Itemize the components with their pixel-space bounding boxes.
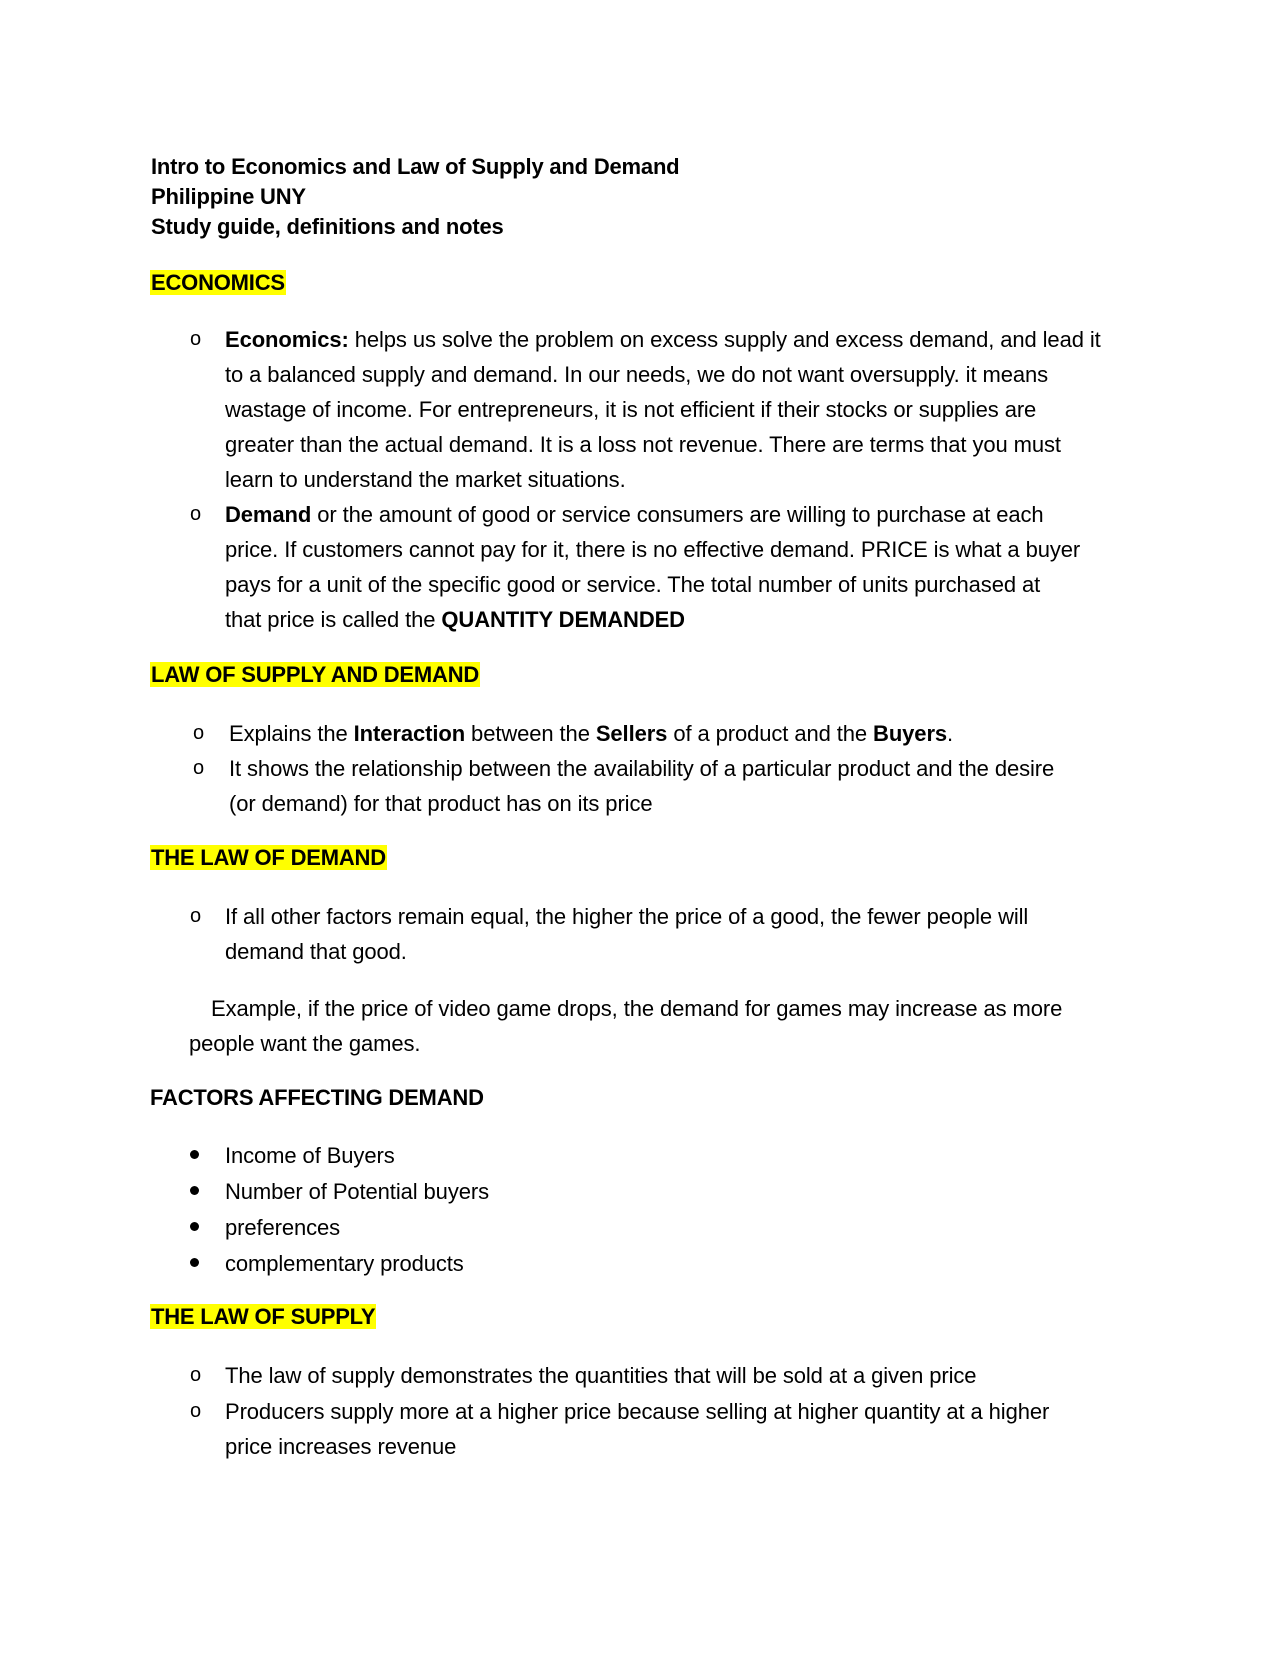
bullet-dot-icon <box>190 1258 199 1267</box>
text-line: Demand or the amount of good or service consumers are willing to purchase at each <box>225 502 1044 527</box>
example-paragraph <box>189 991 1129 1061</box>
text-line: to a balanced supply and demand. In our needs, we do not want oversupply. it means <box>225 362 1049 387</box>
text-line: price. If customers cannot pay for it, there is no effective demand. PRICE is what a buyer <box>225 537 1081 562</box>
document-title: Intro to Economics and Law of Supply and Demand <box>151 154 680 179</box>
circle-bullet-icon: o <box>190 328 202 350</box>
circle-bullet-icon: o <box>190 1364 202 1386</box>
document-subtitle: Philippine UNY <box>151 184 306 209</box>
document-caption: Study guide, definitions and notes <box>151 214 504 239</box>
circle-bullet-icon: o <box>193 757 205 779</box>
text-line: wastage of income. For entrepreneurs, it is not efficient if their stocks or supplies are <box>225 397 1037 422</box>
bullet-dot-icon <box>190 1186 199 1195</box>
text-line: price increases revenue <box>225 1434 457 1459</box>
text-line: pays for a unit of the specific good or service. The total number of units purchased at <box>225 572 1041 597</box>
text-line: It shows the relationship between the availability of a particular product and the desire <box>229 756 1055 781</box>
list-item-factor: complementary products <box>225 1251 464 1276</box>
text-line: people want the games. <box>189 1031 421 1056</box>
section-heading-law-of-supply-and-demand <box>150 660 480 690</box>
list-item-law-of-demand <box>225 899 1145 969</box>
list-item-relationship <box>229 751 1149 821</box>
text-line: demand that good. <box>225 939 407 964</box>
text-line: Producers supply more at a higher price because selling at higher quantity at a higher <box>225 1399 1050 1424</box>
term-demand: Demand <box>225 502 312 527</box>
list-item-factor: Number of Potential buyers <box>225 1179 489 1204</box>
circle-bullet-icon: o <box>190 503 202 525</box>
term-economics: Economics: <box>225 327 349 352</box>
circle-bullet-icon: o <box>190 1400 202 1422</box>
list-item-interaction <box>229 716 1149 751</box>
heading-highlight: ECONOMICS <box>151 270 285 295</box>
bullet-dot-icon <box>190 1222 199 1231</box>
list-item-producers <box>225 1394 1145 1464</box>
list-item-factor: preferences <box>225 1215 341 1240</box>
bullet-dot-icon <box>190 1150 199 1159</box>
text-line: that price is called the QUANTITY DEMANDED <box>225 607 685 632</box>
heading-highlight: THE LAW OF SUPPLY <box>151 1304 376 1329</box>
text-line: greater than the actual demand. It is a loss not revenue. There are terms that you must <box>225 432 1061 457</box>
text-line: Example, if the price of video game drops, the demand for games may increase as more <box>211 996 1063 1021</box>
circle-bullet-icon: o <box>190 905 202 927</box>
text-line: Explains the Interaction between the Sellers of a product and the Buyers. <box>229 721 954 746</box>
text-line: If all other factors remain equal, the higher the price of a good, the fewer people will <box>225 904 1029 929</box>
text-line: Economics: helps us solve the problem on excess supply and excess demand, and lead it <box>225 327 1101 352</box>
text-line: (or demand) for that product has on its price <box>229 791 653 816</box>
circle-bullet-icon: o <box>193 722 205 744</box>
heading-highlight: LAW OF SUPPLY AND DEMAND <box>151 662 480 687</box>
list-item-economics <box>225 322 1145 497</box>
list-item-factor: Income of Buyers <box>225 1143 395 1168</box>
heading-highlight: THE LAW OF DEMAND <box>151 845 386 870</box>
section-heading-law-of-supply <box>150 1302 376 1332</box>
section-heading-law-of-demand <box>150 843 387 873</box>
list-item-demand <box>225 497 1145 637</box>
text-line: learn to understand the market situations. <box>225 467 626 492</box>
section-heading-factors-affecting-demand: FACTORS AFFECTING DEMAND <box>150 1085 484 1110</box>
term-quantity-demanded: QUANTITY DEMANDED <box>441 607 685 632</box>
section-heading-economics <box>150 268 286 298</box>
list-item-law-of-supply: The law of supply demonstrates the quantities that will be sold at a given price <box>225 1363 977 1388</box>
